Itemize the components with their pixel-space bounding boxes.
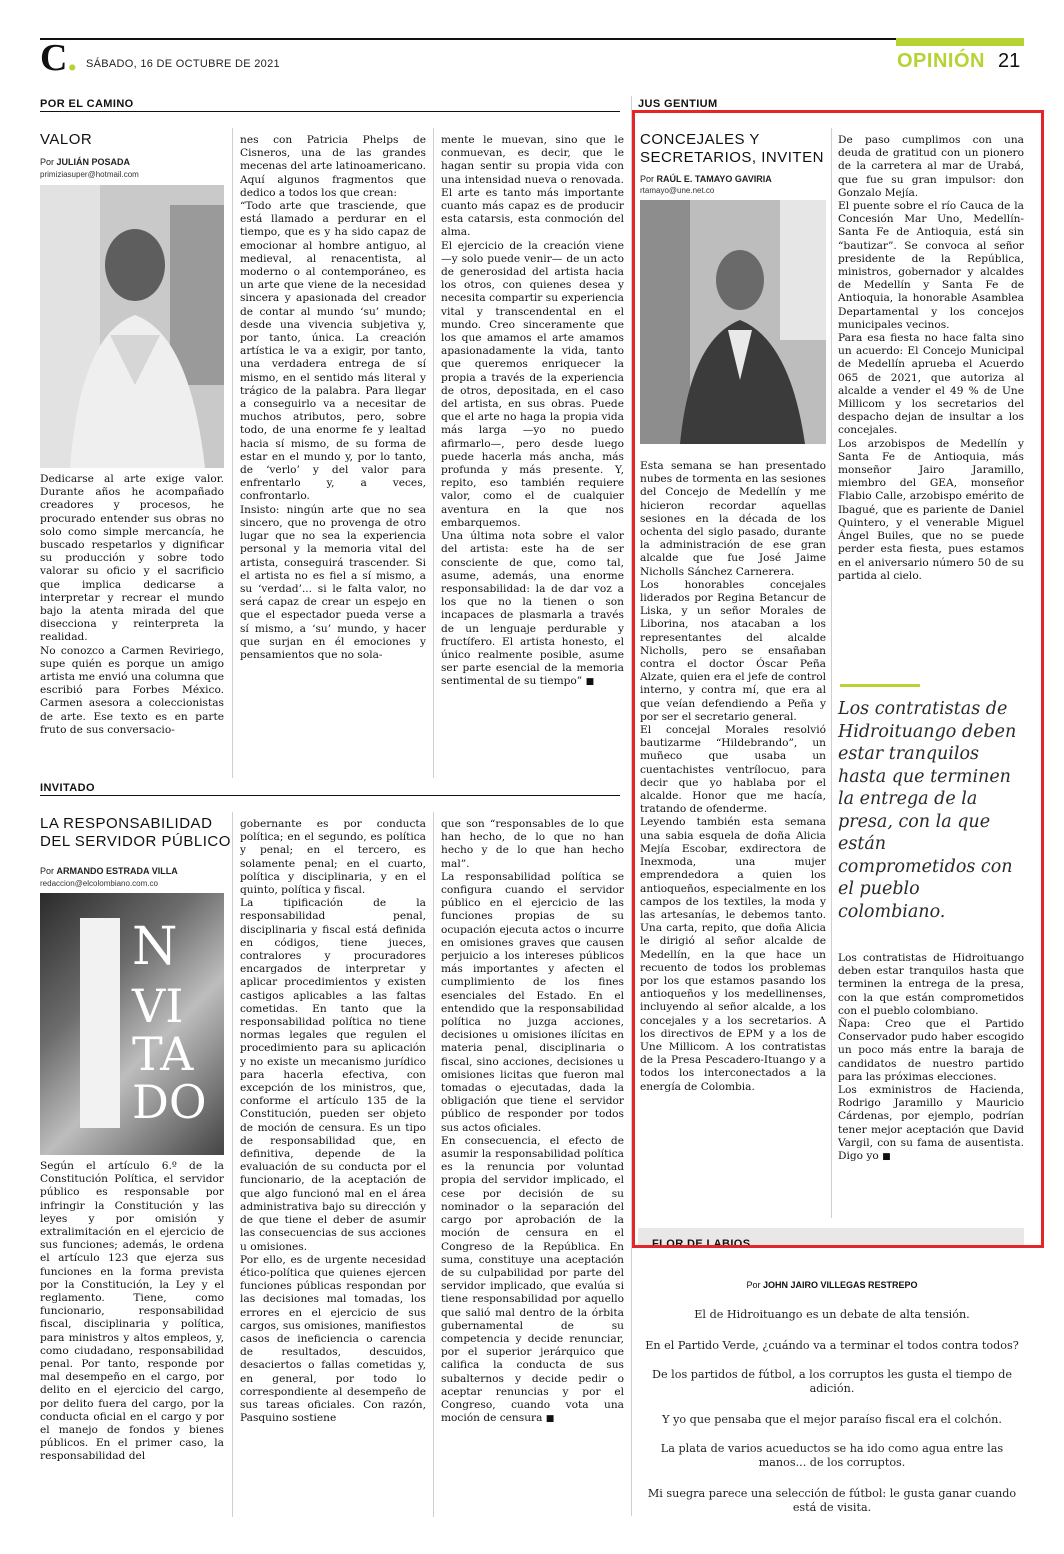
invitado-letter: TA (132, 1027, 194, 1081)
end-mark: ■ (585, 677, 595, 688)
flor-item: Mi suegra parece una selección de fútbol: le gusta ganar cuando está de visita. (647, 1487, 1017, 1514)
article-column: gobernante es por conducta política; en el segundo, es política y penal; en el tercero, es solamente penal; en el cuarto, política y disciplinaria, y en el quinto, política y fiscal. La tipificación de la responsabilidad penal, disciplinaria y fiscal está definida en códigos, tiene jueces, contralores y procuradores encargados de interpretar y aplicar procedimientos y existen castigos aplicables a las faltas cometidas. En tanto que la responsabilidad política no tiene normas legales que regulen el procedimiento para su aplicación y no existe un mecanismo jurídico para hacerla efectiva, con excepción de los ministros, que, conforme el artículo 135 de la Constitución, pueden ser objeto de moción de censura. Es un tipo de responsabilidad que, en definitiva, depende de la evaluación de su conducta por el funcionario, de la aceptación de que algo funcionó mal en el área administrativa bajo su dirección y de que tiene el deber de asumir las consecuencias de sus acciones u omisiones. Por ello, es de urgente necesidad ético-política que quienes ejercen funciones públicas respondan por las decisiones mal tomadas, los errores en el ejercicio de sus cargos, sus omisiones, manifiestos casos de ineficiencia o carencia de resultados, descuidos, desaciertos o fallas cometidas y, en general, por todo lo correspondiente al desempeño de sus tareas oficiales. Con razón, Pasquino sostiene (240, 818, 426, 1425)
article-column: que son “responsables de lo que han hecho, de lo que no han hecho y de lo que han hecho mal”. La responsabilidad política se configura cuando el servidor público en el ejercicio de las funciones propias de su ocupación ejecuta actos o incurre en omisiones graves que causen perjuicio a los intereses públicos más importantes y afecten el cumplimiento de los fines esenciales del Estado. En el entendido que la responsabilidad política no juzga acciones, decisiones u omisiones ilícitas en materia penal, disciplinaria o fiscal, sino acciones, decisiones u omisiones licitas que fueron mal tomadas o ejecutadas, dada la obligación que tiene el servidor público de responder por todos sus actos oficiales. En consecuencia, el efecto de asumir la responsabilidad política es la renuncia por voluntad propia del servidor implicado, el cese por decisión de su nominador o la separación del cargo por aprobación de la moción de censura en el Congreso de la República. En suma, constituye una aceptación de su culpabilidad por parte del servidor implicado, que evalúa si tiene responsabilidad por aquello que salió mal dentro de la órbita gubernamental de su competencia y decide renunciar, por el superior jerárquico que califica la conducta de sus subalternos y decide pedir o aceptar renuncias y por el Congreso, cuando vota una moción de censura ■ (441, 818, 624, 1425)
article-title-line2: SECRETARIOS, INVITEN (640, 149, 824, 166)
byline: Por JULIÁN POSADA (40, 157, 131, 167)
kicker-flor-de-labios: FLOR DE LABIOS (652, 1238, 751, 1250)
section-name: OPINIÓN (897, 50, 985, 72)
flor-item: En el Partido Verde, ¿cuándo va a terminar el todos contra todos? (645, 1339, 1019, 1352)
dateline: SÁBADO, 16 DE OCTUBRE DE 2021 (86, 58, 280, 70)
end-mark: ■ (882, 1152, 891, 1163)
flor-item: De los partidos de fútbol, a los corruptos les gusta el tiempo de adición. (651, 1368, 1013, 1395)
article-column: Dedicarse al arte exige valor. Durante años he acompañado creadores y procesos, he procurado entender sus obras no solo como simple mercancía, he buscado respetarlos y dignificar su producción y sobre todo valorar su oficio y el sacrificio que implica dedicarse a interpretar y recrear el mundo bajo la atenta mirada del que disecciona y reinterpreta la realidad. No conozco a Carmen Reviriego, supe quién es porque un amigo artista me envió una columna que escribió para Forbes México. Carmen asesora a coleccionistas de arte. Ese texto es en parte fruto de sus conversacio- (40, 473, 224, 736)
article-column: De paso cumplimos con una deuda de gratitud con un pionero de la carretera al mar de Urabá, que fue su gran impulsor: don Gonzalo Mejía. El puente sobre el río Cauca de la Concesión Mar Uno, Medellín-Santa Fe de Antioquia, está sin “bautizar”. Se convoca al señor presidente de la República, ministros, gobernador y alcaldes de Medellín y Santa Fe de Antioquia, la honorable Asamblea Departamental y los concejos municipales vecinos. Para esa fiesta no hace falta sino un acuerdo: El Concejo Municipal de Medellín aprueba el Acuerdo 065 de 2021, que autoriza al alcalde a vender el 49 % de Une Millicom y los secretarios del despacho dejan de insultar a los concejales. Los arzobispos de Medellín y Santa Fe de Antioquia, más monseñor Jairo Jaramillo, miembro del GEA, monseñor Flabio Calle, arzobispo emérito de Ibagué, que es pariente de Daniel Quintero, y el venerable Miguel Ángel Builes, que no se puede perder esta fiesta, pues estamos en el aniversario número 50 de su partida al cielo. (838, 134, 1024, 582)
kicker-rule (40, 795, 620, 796)
page-number: 21 (998, 50, 1021, 72)
article-title-line2: DEL SERVIDOR PÚBLICO (40, 833, 231, 850)
big-i-letter (80, 918, 120, 1128)
flor-item: La plata de varios acueductos se ha ido como agua entre las manos... de los corruptos. (660, 1442, 1004, 1469)
author-email: rtamayo@une.net.co (640, 186, 715, 195)
article-title-line1: CONCEJALES Y (640, 131, 760, 148)
column-divider (232, 812, 233, 1517)
flor-item: Y yo que pensaba que el mejor paraíso fiscal era el colchón. (662, 1413, 1002, 1426)
author-portrait-icon (40, 185, 224, 468)
author-email: redaccion@elcolombiano.com.co (40, 879, 158, 888)
article-column: mente le muevan, sino que le conmuevan, es decir, que le hagan sentir su propia vida con una intensidad nueva o renovada. El arte es tanto más importante cuanto más capaz es de producir esta catarsis, esta conmoción del alma. El ejercicio de la creación viene —y solo puede venir— de un acto de generosidad del artista hacia los otros, con quienes desea y necesita compartir su experiencia vital y transcendental en el mundo. Creo sinceramente que los que amamos el arte amamos apasionadamente la vida, tanto que queremos enriquecer la propia a través de la experiencia de otros, depositada, en el caso del artista, en sus obras. Puede que el arte no haga la propia vida más larga —yo no puedo afirmarlo—, pero desde luego puede hacerla más ancha, más profunda y más presente. Y, repito, eso también requiere valor, como el de cualquier aventura en la que nos embarquemos. Una última nota sobre el valor del artista: este ha de ser consciente de que, como tal, asume, además, una enorme responsabilidad: la de dar voz a los que no la tienen o son incapaces de plasmarla a través de un lenguaje perdurable y fructífero. El artista honesto, el único realmente posible, asume ser parte esencial de la memoria sentimental de su tiempo” ■ (441, 134, 624, 688)
highlight-frame (632, 110, 1044, 1248)
flor-item: El de Hidroituango es un debate de alta tensión. (694, 1308, 970, 1321)
invitado-graphic (40, 893, 224, 1155)
newspaper-logo: C. (40, 37, 77, 79)
kicker-por-el-camino: POR EL CAMINO (40, 98, 134, 110)
author-photo (40, 185, 224, 468)
invitado-letter: DO (132, 1075, 207, 1129)
article-title-valor: VALOR (40, 131, 93, 148)
header-rule (40, 38, 1024, 40)
end-mark: ■ (545, 1414, 555, 1425)
column-divider (232, 128, 233, 778)
invitado-letter: N (132, 917, 178, 977)
author-email: primiziasuper@hotmail.com (40, 170, 139, 179)
column-divider (433, 128, 434, 778)
byline: Por JOHN JAIRO VILLEGAS RESTREPO (746, 1280, 918, 1290)
article-column: Los contratistas de Hidroituango deben estar tranquilos hasta que terminen la entrega de la presa, con la que están comprometidos con el pueblo colombiano. Ñapa: Creo que el Partido Conservador pudo haber escogido un poco más entre la baraja de candidatos de nuestro partido para las próximas elecciones. Los exministros de Hacienda, Rodrigo Jaramillo y Mauricio Cárdenas, por ejemplo, podrían tener mejor aceptación que David Vargil, con su fama de ausentista. Digo yo ■ (838, 952, 1024, 1163)
kicker-invitado: INVITADO (40, 782, 95, 794)
kicker-rule (40, 111, 620, 112)
byline: Por ARMANDO ESTRADA VILLA (40, 866, 178, 876)
invitado-letter: VI (132, 979, 184, 1033)
byline: Por RAÚL E. TAMAYO GAVIRIA (640, 174, 772, 184)
column-divider (433, 812, 434, 1517)
article-title-line1: LA RESPONSABILIDAD (40, 815, 213, 832)
pullquote: Los contratistas de Hidroituango deben estar tranquilos hasta que terminen la entrega de la presa, con la que están comprometidos con el pueblo colombiano. (838, 699, 1017, 922)
kicker-jus-gentium: JUS GENTIUM (638, 98, 718, 110)
article-column: Según el artículo 6.º de la Constitución Política, el servidor público es responsable por infringir la Constitución y las leyes y por omisión y extralimitación en el ejercicio de sus funciones; además, le ordena el artículo 123 que ejerza sus funciones en la forma prevista por la Constitución, la Ley y el reglamento. Tiene, como funcionario, responsabilidad fiscal, disciplinaria y política, para ministros y altos empleos, y, como ciudadano, responsabilidad penal. Por tanto, responde por mal desempeño en el cargo, por delito en el ejercicio del cargo, por delito fuera del cargo, por la conducta oficial en el cargo y por el manejo de fondos y bienes públicos. En el primer caso, la responsabilidad del (40, 1160, 224, 1463)
article-column: nes con Patricia Phelps de Cisneros, una de las grandes mecenas del arte latinoamericano. Aquí algunos fragmentos que dedico a todos los que crean: “Todo arte que trasciende, que está llamado a perdurar en el tiempo, que es y ha sido capaz de emocionar al hombre antiguo, al medieval, al renacentista, al moderno o al contemporáneo, es un arte que viene de la necesidad sincera y apasionada del creador de contar al mundo ‘su’ mundo; desde una vivencia subjetiva y, por tanto, única. La creación artística le va a exigir, por tanto, una verdadera entrega de sí mismo, en el sentido más literal y trágico de la palabra. Para llegar a conseguirlo va a necesitar de muchos atributos, pero, sobre todo, de una enorme fe y lealtad hacia sí mismo, de su forma de estar en el mundo y, por lo tanto, de ‘verlo’ y del valor para enfrentarlo y, a veces, confrontarlo. Insisto: ningún arte que no sea sincero, que no provenga de otro lugar que no sea la experiencia personal y la memoria vital del artista, conseguirá trascender. Si el artista no es fiel a sí mismo, a su ‘verdad’... si le falta valor, no será capaz de crear un espejo en que el espectador pueda verse a sí mismo, a ‘su’ mundo, y hacer que surjan en él emociones y pensamientos que no sola- (240, 134, 426, 661)
section-accent-bar (896, 38, 1024, 46)
article-column: Esta semana se han presentado nubes de tormenta en las sesiones del Concejo de Medellín y me hicieron recordar aquellas sesiones en la década de los ochenta del siglo pasado, durante la administración de ese gran alcalde que fue José Jaime Nicholls Sánchez Carnerera. Los honorables concejales liderados por Regina Betancur de Liska, y un señor Morales de Liborina, nos atacaban a los representantes del alcalde Nicholls, pero se ensañaban contra el doctor Óscar Peña Alzate, quien era el jefe de control interno, y contra mí, que era al que veían defendiendo a Peña y por ser el secretario general. El concejal Morales resolvió bautizarme “Hildebrando”, un muñeco que usaba un cuentachistes ventrílocuo, para decir que yo hablaba por el alcalde. Honor que me hacía, tratando de ofenderme. Leyendo también esta semana una sabia esquela de doña Alicia Mejía Escobar, exdirectora de Inexmoda, una mujer emprendedora a quien los antioqueños, especialmente en los campos de los textiles, la moda y las artesanías, le debemos tanto. Una carta, repito, que doña Alicia le dirigió al señor alcalde de Medellín, en la que hace un recuento de todos los problemas por los que estamos pasando los antioqueños y los medellinenses, incluyendo al señor alcalde, a los concejales y a los secretarios. A los directivos de EPM y a los de Une Millicom. A los contratistas de la Presa Pescadero-Ituango y a todos los interconectados a la energía de Colombia. (640, 460, 826, 1093)
